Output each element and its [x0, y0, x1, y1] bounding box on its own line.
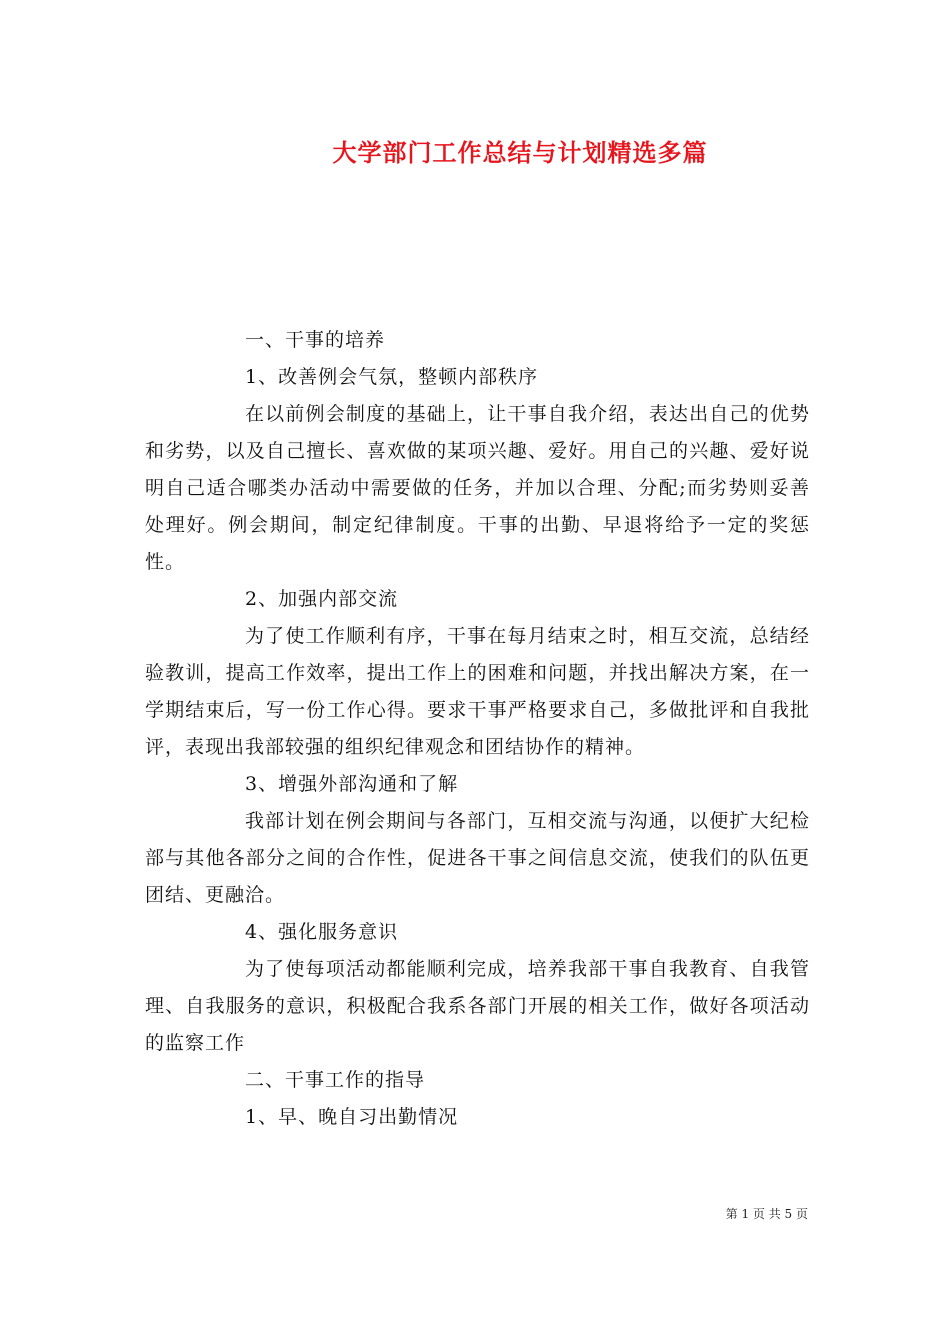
- document-title: 大学部门工作总结与计划精选多篇: [332, 138, 708, 167]
- subsection-heading: 1、改善例会气氛，整顿内部秩序: [245, 366, 539, 388]
- body-paragraph: 我部计划在例会期间与各部门，互相交流与沟通，以便扩大纪检部与其他各部分之间的合作性，促进各干事之间信息交流，使我们的队伍更团结、更融洽。: [145, 810, 810, 906]
- document-body: [145, 322, 810, 1136]
- section-heading: 一、干事的培养: [245, 329, 386, 351]
- page-number: 第 1 页 共 5 页: [725, 1207, 808, 1221]
- section-heading: 二、干事工作的指导: [245, 1069, 426, 1091]
- subsection-heading: 2、加强内部交流: [245, 588, 399, 610]
- subsection-heading: 4、强化服务意识: [245, 921, 399, 943]
- subsection-heading: 1、早、晚自习出勤情况: [245, 1106, 459, 1128]
- subsection-heading: 3、增强外部沟通和了解: [245, 773, 459, 795]
- body-paragraph: 为了使每项活动都能顺利完成，培养我部干事自我教育、自我管理、自我服务的意识，积极配合我系各部门开展的相关工作，做好各项活动的监察工作: [145, 958, 810, 1054]
- body-paragraph: 在以前例会制度的基础上，让干事自我介绍，表达出自己的优势和劣势，以及自己擅长、喜欢做的某项兴趣、爱好。用自己的兴趣、爱好说明自己适合哪类办活动中需要做的任务，并加以合理、分配;而劣势则妥善处理好。例会期间，制定纪律制度。干事的出勤、早退将给予一定的奖惩性。: [145, 403, 810, 573]
- body-paragraph: 为了使工作顺利有序，干事在每月结束之时，相互交流，总结经验教训，提高工作效率，提出工作上的困难和问题，并找出解决方案，在一学期结束后，写一份工作心得。要求干事严格要求自己，多做批评和自我批评，表现出我部较强的组织纪律观念和团结协作的精神。: [145, 625, 810, 758]
